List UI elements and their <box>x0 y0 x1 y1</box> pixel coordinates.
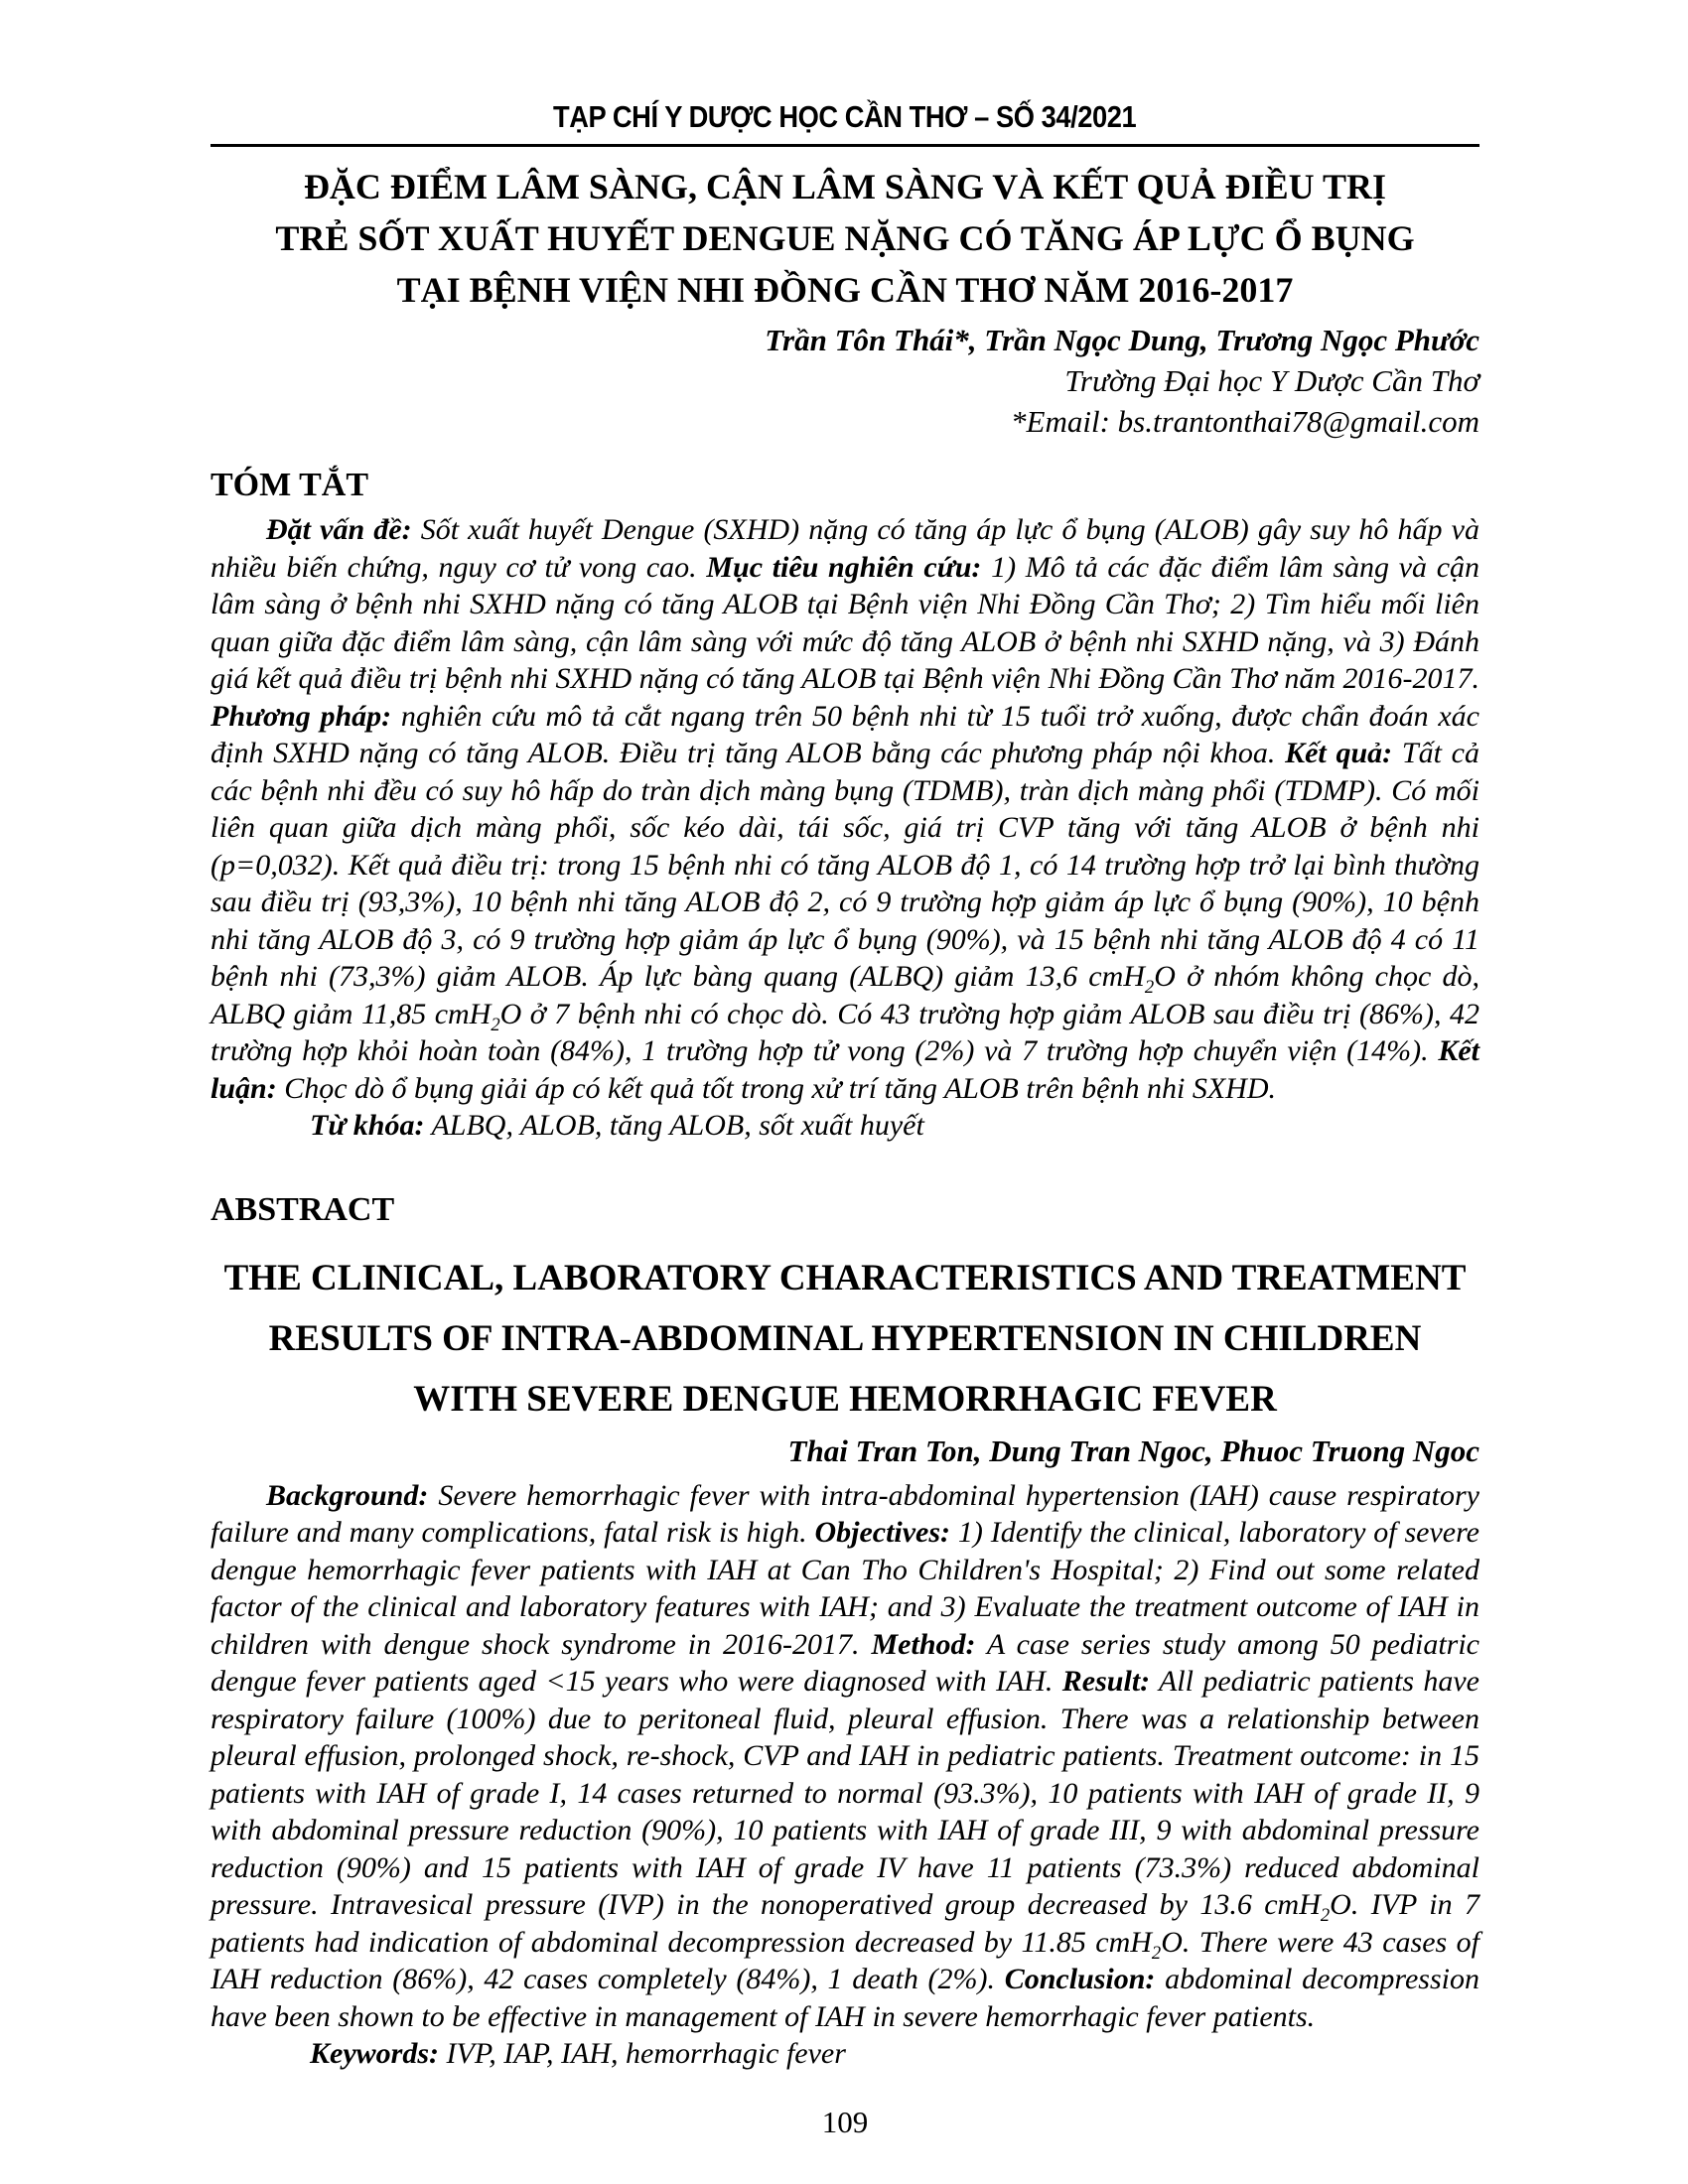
journal-header-text: TẠP CHÍ Y DƯỢC HỌC CẦN THƠ – SỐ 34/2021 <box>553 99 1137 134</box>
section-heading-abstract: ABSTRACT <box>211 1190 395 1228</box>
article-title-en <box>211 1248 1479 1430</box>
abstract-en-paragraph: Background: Severe hemorrhagic fever with intra-abdominal hypertension (IAH) cause respiratory failure and many complications, fatal risk is high. Objectives: 1) Identify the clinical, laboratory of severe dengue hemorrhagic fever patients with IAH at Can Tho Children's Hospital; 2) Find out some related factor of the clinical and laboratory features with IAH; and 3) Evaluate the treatment outcome of IAH in children with dengue shock syndrome in 2016-2017. Method: A case series study among 50 pediatric dengue fever patients aged <15 years who were diagnosed with IAH. Result: All pediatric patients have respiratory failure (100%) due to peritoneal fluid, pleural effusion. There was a relationship between pleural effusion, prolonged shock, re-shock, CVP and IAH in pediatric patients. Treatment outcome: in 15 patients with IAH of grade I, 14 cases returned to normal (93.3%), 10 patients with IAH of grade II, 9 with abdominal pressure reduction (90%), 10 patients with IAH of grade III, 9 with abdominal pressure reduction (90%) and 15 patients with IAH of grade IV have 11 patients (73.3%) reduced abdominal pressure. Intravesical pressure (IVP) in the nonoperatived group decreased by 13.6 cmH$_2$O. IVP in 7 patients had indication of abdominal decompression decreased by 11.85 cmH$_2$O. There were 43 cases of IAH reduction (86%), 42 cases completely (84%), 1 death (2%). Conclusion: abdominal decompression have been shown to be effective in management of IAH in severe hemorrhagic fever patients. <box>211 1478 1479 2033</box>
article-title-vi <box>211 161 1479 316</box>
article-title-vi-line-3: TẠI BỆNH VIỆN NHI ĐỒNG CẦN THƠ NĂM 2016-2017 <box>396 270 1294 310</box>
article-title-en-line-2: RESULTS OF INTRA-ABDOMINAL HYPERTENSION IN CHILDREN <box>268 1317 1422 1359</box>
journal-header <box>211 99 1479 135</box>
article-title-vi-line-1: ĐẶC ĐIỂM LÂM SÀNG, CẬN LÂM SÀNG VÀ KẾT QUẢ ĐIỀU TRỊ <box>303 167 1387 206</box>
keywords-en: Keywords: IVP, IAP, IAH, hemorrhagic fever <box>310 2037 846 2070</box>
authors-vi: Trần Tôn Thái*, Trần Ngọc Dung, Trương Ngọc Phước <box>765 323 1479 357</box>
article-title-en-line-1: THE CLINICAL, LABORATORY CHARACTERISTICS AND TREATMENT <box>223 1257 1467 1298</box>
authors-en: Thai Tran Ton, Dung Tran Ngoc, Phuoc Truong Ngoc <box>787 1433 1479 1468</box>
page-number: 109 <box>821 2104 869 2139</box>
section-heading-tom-tat: TÓM TẮT <box>211 467 369 503</box>
email-line: *Email: bs.trantonthai78@gmail.com <box>1011 404 1479 439</box>
keywords-vi: Từ khóa: ALBQ, ALOB, tăng ALOB, sốt xuất huyết <box>310 1109 924 1142</box>
byline-block-vi <box>211 320 1479 442</box>
header-divider <box>211 144 1479 147</box>
abstract-vi-paragraph: Đặt vấn đề: Sốt xuất huyết Dengue (SXHD) nặng có tăng áp lực ổ bụng (ALOB) gây suy hô hấp và nhiều biến chứng, nguy cơ tử vong cao. Mục tiêu nghiên cứu: 1) Mô tả các đặc điểm lâm sàng và cận lâm sàng ở bệnh nhi SXHD nặng có tăng ALOB tại Bệnh viện Nhi Đồng Cần Thơ; 2) Tìm hiểu mối liên quan giữa đặc điểm lâm sàng, cận lâm sàng với mức độ tăng ALOB ở bệnh nhi SXHD nặng, và 3) Đánh giá kết quả điều trị bệnh nhi SXHD nặng có tăng ALOB tại Bệnh viện Nhi Đồng Cần Thơ năm 2016-2017. Phương pháp: nghiên cứu mô tả cắt ngang trên 50 bệnh nhi từ 15 tuổi trở xuống, được chẩn đoán xác định SXHD nặng có tăng ALOB. Điều trị tăng ALOB bằng các phương pháp nội khoa. Kết quả: Tất cả các bệnh nhi đều có suy hô hấp do tràn dịch màng bụng (TDMB), tràn dịch màng phổi (TDMP). Có mối liên quan giữa dịch màng phổi, sốc kéo dài, tái sốc, giá trị CVP tăng với tăng ALOB ở bệnh nhi (p=0,032). Kết quả điều trị: trong 15 bệnh nhi có tăng ALOB độ 1, có 14 trường hợp trở lại bình thường sau điều trị (93,3%), 10 bệnh nhi tăng ALOB độ 2, có 9 trường hợp giảm áp lực ổ bụng (90%), 10 bệnh nhi tăng ALOB độ 3, có 9 trường hợp giảm áp lực ổ bụng (90%), và 15 bệnh nhi tăng ALOB độ 4 có 11 bệnh nhi (73,3%) giảm ALOB. Áp lực bàng quang (ALBQ) giảm 13,6 cmH$_2$O ở nhóm không chọc dò, ALBQ giảm 11,85 cmH$_2$O ở 7 bệnh nhi có chọc dò. Có 43 trường hợp giảm ALOB sau điều trị (86%), 42 trường hợp khỏi hoàn toàn (84%), 1 trường hợp tử vong (2%) và 7 trường hợp chuyển viện (14%). Kết luận: Chọc dò ổ bụng giải áp có kết quả tốt trong xử trí tăng ALOB trên bệnh nhi SXHD. <box>211 513 1480 1105</box>
affiliation: Trường Đại học Y Dược Cần Thơ <box>1064 363 1479 398</box>
article-title-vi-line-2: TRẺ SỐT XUẤT HUYẾT DENGUE NẶNG CÓ TĂNG ÁP LỰC Ổ BỤNG <box>275 218 1415 258</box>
article-title-en-line-3: WITH SEVERE DENGUE HEMORRHAGIC FEVER <box>413 1378 1277 1420</box>
